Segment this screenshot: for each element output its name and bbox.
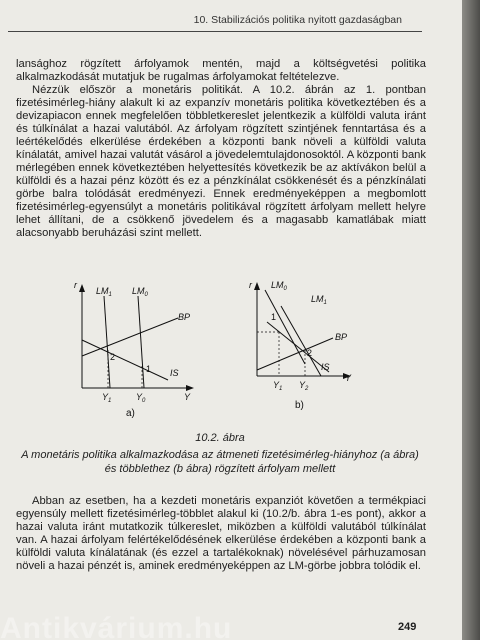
watermark-logo: Antikvárium.hu	[0, 612, 233, 640]
panel-a-label: a)	[126, 408, 135, 418]
is-label: IS	[321, 362, 330, 372]
is-curve	[82, 340, 168, 380]
x-axis-label: Y	[345, 373, 352, 383]
page-edge-shadow	[462, 0, 480, 640]
bp-curve	[82, 318, 178, 356]
point-1-label: 1	[271, 312, 277, 322]
lm0-curve	[265, 290, 305, 364]
x-tick-y2: $Y_2$	[299, 380, 309, 392]
panel-b-label: b)	[295, 400, 304, 411]
is-label: IS	[170, 368, 179, 378]
x-tick-y0: $Y_0$	[136, 392, 146, 404]
page-number: 249	[398, 621, 417, 633]
point-2-label: 2	[110, 352, 116, 362]
lm1-curve	[281, 306, 321, 376]
x-tick-y1: $Y_1$	[273, 380, 283, 392]
x-tick-y1: $Y_1$	[102, 392, 112, 404]
body-text-top	[16, 58, 426, 240]
figure-caption: A monetáris politika alkalmazkodása az átmeneti fizetésimérleg-hiányhoz (a ábra) és többlethez (b ábra) rögzített árfolyam mellett	[21, 449, 419, 475]
lm0-label: $LM_0$	[132, 286, 148, 298]
x-axis-label: Y	[184, 392, 191, 402]
paragraph: lansághoz rögzített árfolyamok mentén, majd a költségvetési politika alkalmazkodását mutatjuk be rugalmas árfolyamokat feltételezve.	[16, 58, 426, 83]
lm1-label: $LM_1$	[311, 294, 327, 306]
bp-label: BP	[335, 332, 348, 342]
y-axis-label: r	[249, 280, 252, 290]
figure-panel-a	[60, 278, 200, 423]
lm0-curve	[138, 296, 144, 388]
body-text-bottom	[16, 495, 426, 573]
lm1-curve	[104, 296, 110, 388]
point-2-label: 2	[307, 348, 313, 358]
running-head: 10. Stabilizációs politika nyitott gazdaságban	[193, 14, 402, 26]
lm1-label: $LM_1$	[96, 286, 112, 298]
bp-label: BP	[178, 312, 191, 322]
point-1-label: 1	[146, 364, 152, 374]
paragraph: Nézzük először a monetáris politikát. A 10.2. ábrán az 1. pontban fizetésimérleg-hiány alakult ki az expanzív monetáris politika következtében és a devizapiacon ennek megfelelően többletkereslet jelentkezik a külföldi valuta iránt és túlkínálat a hazai valutából. Az árfolyam rögzített szintjének fenntartása és a leértékelődés elkerülése érdekében a központi bank növeli a külföldi valuta kínálatát, amivel hazai valutát vásárol a jövedelemtulajdonosoktól. A központi bank mérlegében ennek következtében helyettesítés következik be az aktívákon belül a külföldi és a hazai pénz között és ez a pénzkínálat csökkenését és a pénzkínálati görbe balra tolódását eredményezi. Ennek eredményeképpen a megbomlott fizetésimérleg-egyensúlyt a monetáris politikával rögzített árfolyam mellett helyre lehet állítani, de a csökkenő jövedelem és a magasabb kamatlábak miatt alacsonyabb beruházási szint mellett.	[16, 84, 426, 239]
figure-number: 10.2. ábra	[195, 432, 245, 444]
figure-panel-b	[235, 276, 375, 421]
lm0-label: $LM_0$	[271, 280, 287, 292]
paragraph: Abban az esetben, ha a kezdeti monetáris expanziót követően a termékpiaci egyensúly mellett fizetésimérleg-többlet alakul ki (10.2/b. ábra 1-es pont), akkor a hazai valuta iránt mutatkozik túlkereslet, miközben a külföldi valutából túlkínálat van. A hazai árfolyam felértékelődésének elkerülése érdekében a központi bank a külföldi valuta kínálatának (és ezzel a tartalékoknak) növelésével párhuzamosan növeli a hazai pénzét is, aminek eredményeképpen az LM-görbe jobbra tolódik el.	[16, 495, 426, 572]
y-axis-label: r	[74, 280, 77, 290]
header-rule	[8, 31, 422, 32]
is-curve	[267, 322, 329, 372]
